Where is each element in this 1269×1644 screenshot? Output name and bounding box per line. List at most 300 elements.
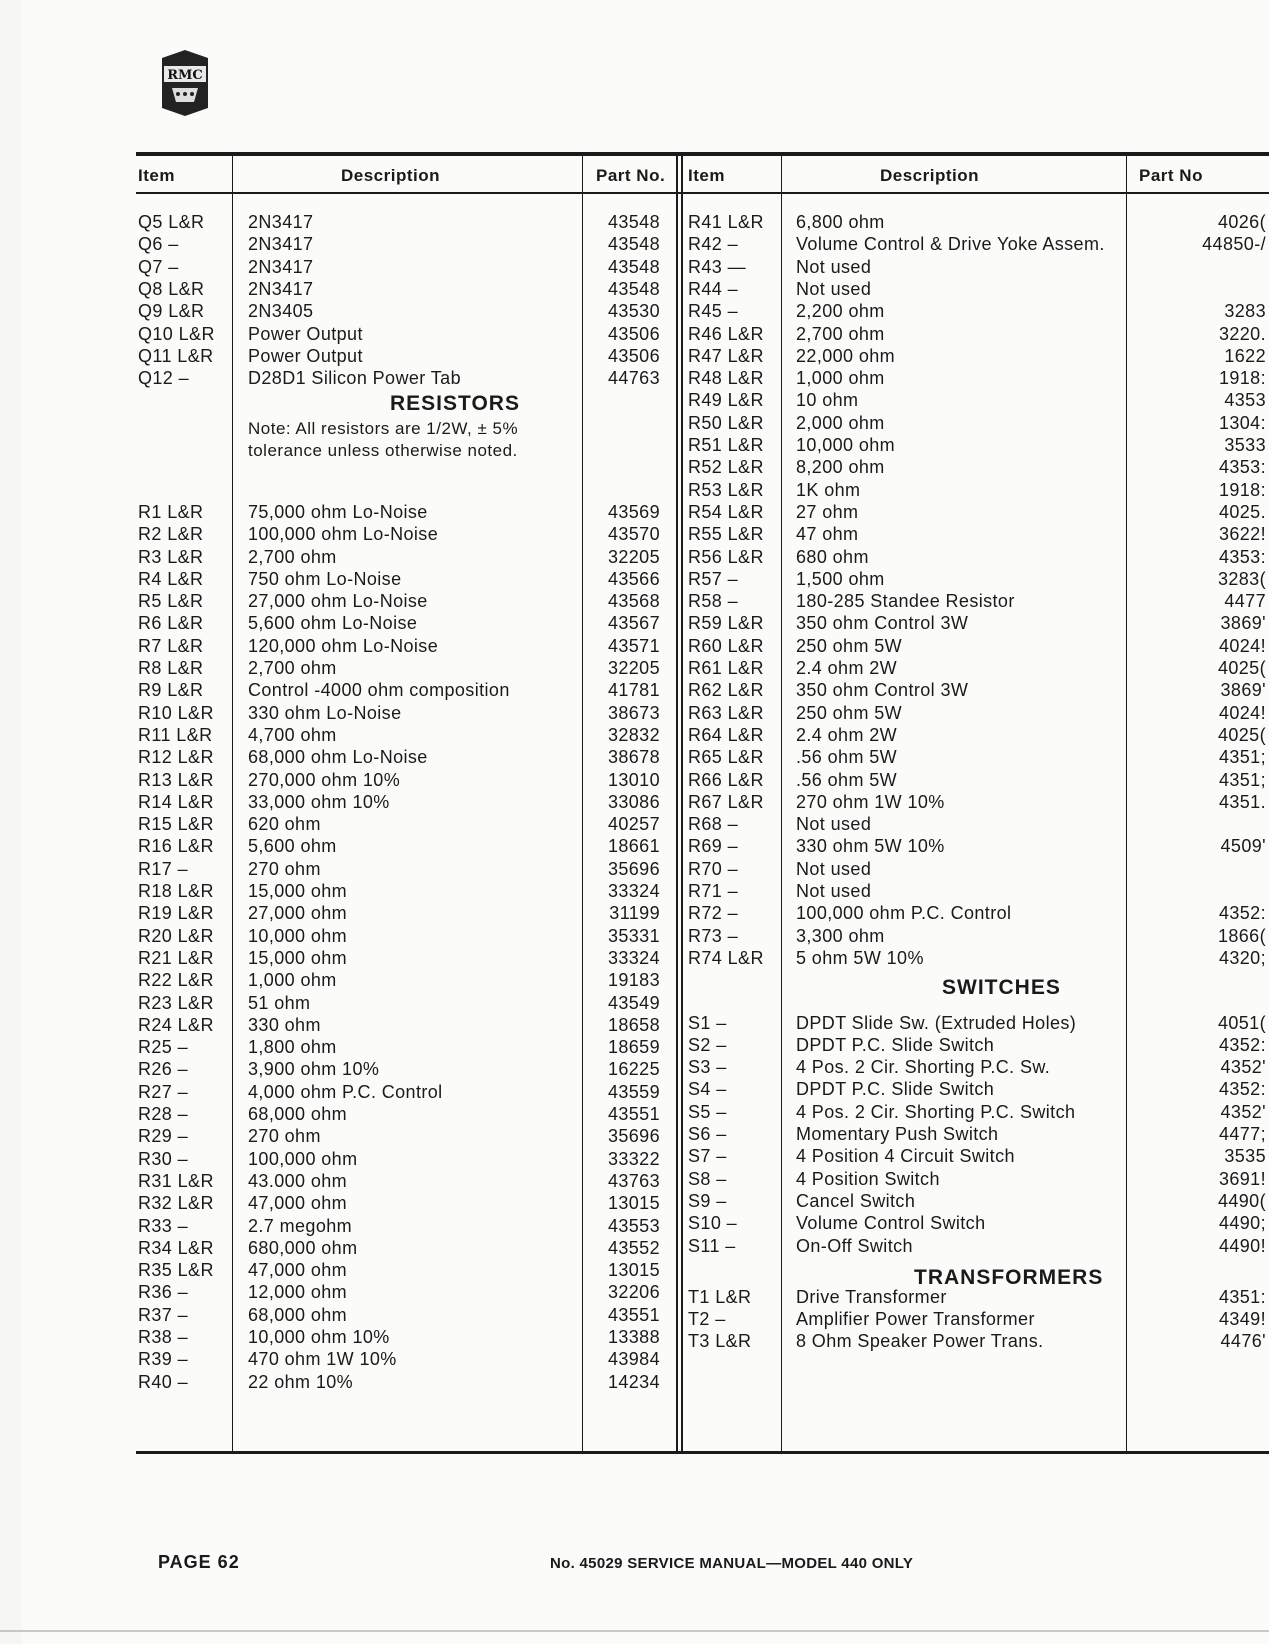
- item-code: R55 L&R: [688, 524, 764, 545]
- part-number: 4352': [1220, 1101, 1266, 1122]
- part-number: 4352:: [1218, 1034, 1266, 1055]
- item-code: R3 L&R: [138, 546, 204, 567]
- part-number: [1121, 859, 1266, 882]
- item-description: 350 ohm Control 3W: [796, 613, 969, 634]
- part-number: 38673: [607, 702, 660, 723]
- item-description: 1K ohm: [796, 479, 861, 500]
- item-code: Q5 L&R: [138, 212, 205, 232]
- item-code: S1 –: [688, 1012, 727, 1033]
- item-description: 15,000 ohm: [248, 947, 348, 968]
- part-number: 4026(: [1217, 212, 1266, 232]
- part-number: 13388: [607, 1327, 660, 1347]
- item-code: T1 L&R: [688, 1286, 752, 1307]
- item-code: Q10 L&R: [138, 323, 215, 344]
- part-number: 40257: [607, 814, 660, 835]
- item-code: R43 —: [688, 256, 747, 277]
- part-number: 32206: [607, 1282, 660, 1303]
- item-code: Q12 –: [138, 368, 190, 389]
- item-code: R18 L&R: [138, 881, 214, 901]
- part-number: 1304:: [1218, 412, 1266, 433]
- item-description: 4,000 ohm P.C. Control: [248, 1081, 443, 1102]
- item-description: 2,700 ohm: [248, 658, 337, 678]
- part-number: 4351:: [1218, 1286, 1266, 1307]
- item-description: Power Output: [248, 345, 363, 366]
- item-code: R63 L&R: [688, 702, 764, 723]
- part-number: 43570: [607, 524, 660, 545]
- column-divider: [676, 156, 678, 1452]
- part-number: 44850-/: [1202, 234, 1266, 255]
- item-description: 2N3417: [248, 278, 314, 299]
- section-title-resistors: RESISTORS: [390, 392, 520, 416]
- section-title-switches: SWITCHES: [942, 976, 1061, 1000]
- item-description: 47,000 ohm: [248, 1193, 348, 1214]
- item-description: 4,700 ohm: [248, 724, 337, 745]
- item-description: Cancel Switch: [796, 1190, 916, 1211]
- item-code: R30 –: [138, 1148, 189, 1169]
- part-number: 43559: [607, 1081, 660, 1102]
- item-code: R71 –: [688, 881, 739, 901]
- item-code: R29 –: [138, 1126, 189, 1147]
- item-code: R9 L&R: [138, 680, 204, 701]
- item-description: Not used: [796, 858, 872, 879]
- item-description: 330 ohm: [248, 1014, 321, 1035]
- item-code: Q7 –: [138, 256, 179, 277]
- section-title-transformers: TRANSFORMERS: [914, 1266, 1104, 1290]
- item-code: R6 L&R: [138, 613, 204, 634]
- item-code: R35 L&R: [138, 1260, 214, 1281]
- part-number: 4352:: [1218, 1079, 1266, 1100]
- manual-title: No. 45029 SERVICE MANUAL—MODEL 440 ONLY: [550, 1555, 914, 1572]
- part-number: 19183: [607, 970, 660, 991]
- item-description: 2N3417: [248, 234, 314, 255]
- item-description: 1,800 ohm: [248, 1037, 337, 1058]
- item-description: 27 ohm: [796, 501, 859, 522]
- part-number: 43506: [607, 323, 660, 344]
- item-description: 330 ohm Lo-Noise: [248, 702, 402, 723]
- item-description: On-Off Switch: [796, 1235, 913, 1256]
- item-description: 10 ohm: [796, 390, 859, 411]
- part-number: 3533: [1224, 435, 1266, 455]
- item-description: 1,000 ohm: [248, 970, 337, 991]
- table-bottom-rule: [136, 1451, 1269, 1454]
- item-description: 1,000 ohm: [796, 368, 885, 389]
- item-description: Not used: [796, 881, 872, 901]
- part-number: 4320;: [1218, 947, 1266, 968]
- item-code: R16 L&R: [138, 836, 214, 857]
- item-code: R23 L&R: [138, 992, 214, 1013]
- item-code: R24 L&R: [138, 1014, 214, 1035]
- item-description: 250 ohm 5W: [796, 635, 903, 656]
- item-description: 1,500 ohm: [796, 568, 885, 589]
- item-code: R5 L&R: [138, 591, 204, 612]
- item-code: R56 L&R: [688, 546, 764, 567]
- part-number: 4353: [1224, 390, 1266, 411]
- part-number: 43551: [607, 1304, 660, 1325]
- item-description: 270 ohm: [248, 858, 321, 879]
- item-code: R57 –: [688, 568, 739, 589]
- item-description: 2,700 ohm: [796, 323, 885, 344]
- item-description: DPDT P.C. Slide Switch: [796, 1034, 995, 1055]
- part-number: 43553: [607, 1215, 660, 1236]
- part-number: 4024!: [1218, 635, 1266, 656]
- item-code: R58 –: [688, 591, 739, 612]
- item-code: S6 –: [688, 1124, 727, 1145]
- item-code: R36 –: [138, 1282, 189, 1303]
- part-number: 18658: [607, 1014, 660, 1035]
- item-code: R68 –: [688, 814, 739, 835]
- item-code: Q11 L&R: [138, 345, 214, 366]
- part-number: 4477: [1224, 591, 1266, 612]
- part-number: 43548: [607, 278, 660, 299]
- item-code: R61 L&R: [688, 658, 764, 678]
- item-description: DPDT Slide Sw. (Extruded Holes): [796, 1012, 1077, 1033]
- item-code: R41 L&R: [688, 212, 764, 232]
- part-number: 35696: [607, 1126, 660, 1147]
- item-code: R19 L&R: [138, 903, 214, 924]
- part-number: 32205: [607, 658, 660, 678]
- item-description: 3,900 ohm 10%: [248, 1059, 380, 1080]
- item-description: 22 ohm 10%: [248, 1371, 354, 1392]
- item-code: R54 L&R: [688, 501, 764, 522]
- item-description: 4 Pos. 2 Cir. Shorting P.C. Switch: [796, 1101, 1076, 1122]
- item-code: R13 L&R: [138, 769, 214, 790]
- item-description: 15,000 ohm: [248, 881, 348, 901]
- item-code: Q9 L&R: [138, 301, 205, 322]
- item-code: R65 L&R: [688, 747, 764, 768]
- header-part-no-right: Part No: [1139, 166, 1203, 185]
- item-description: 8 Ohm Speaker Power Trans.: [796, 1331, 1044, 1352]
- item-code: R14 L&R: [138, 791, 214, 812]
- item-description: 3,300 ohm: [796, 925, 885, 946]
- item-code: R45 –: [688, 301, 739, 322]
- header-item-right: Item: [688, 166, 725, 185]
- item-code: R10 L&R: [138, 702, 214, 723]
- item-code: R69 –: [688, 836, 739, 857]
- item-code: R1 L&R: [138, 501, 204, 522]
- table-top-rule: [136, 152, 1269, 156]
- item-code: R21 L&R: [138, 947, 214, 968]
- item-description: 2,700 ohm: [248, 546, 337, 567]
- part-number: 3283: [1224, 301, 1266, 322]
- part-number: 44763: [607, 368, 660, 389]
- part-number: 4351.: [1218, 791, 1266, 812]
- item-description: 10,000 ohm 10%: [248, 1327, 390, 1347]
- item-code: S3 –: [688, 1057, 727, 1078]
- part-number: [1121, 279, 1266, 302]
- item-code: R11 L&R: [138, 724, 213, 745]
- part-number: 4490;: [1218, 1213, 1266, 1234]
- item-description: 750 ohm Lo-Noise: [248, 568, 402, 589]
- item-code: Q8 L&R: [138, 278, 205, 299]
- item-code: R48 L&R: [688, 368, 764, 389]
- item-description: 470 ohm 1W 10%: [248, 1349, 397, 1370]
- page-number: PAGE 62: [158, 1552, 240, 1572]
- part-number: 32832: [607, 724, 660, 745]
- part-number: [1121, 881, 1266, 904]
- item-code: R37 –: [138, 1304, 189, 1325]
- item-code: Q6 –: [138, 234, 179, 255]
- item-description: 2.4 ohm 2W: [796, 658, 898, 678]
- item-code: R39 –: [138, 1349, 189, 1370]
- part-number: 43530: [607, 301, 660, 322]
- part-number: 38678: [607, 747, 660, 768]
- item-description: DPDT P.C. Slide Switch: [796, 1079, 995, 1100]
- item-description: Momentary Push Switch: [796, 1124, 999, 1145]
- item-description: 68,000 ohm: [248, 1304, 348, 1325]
- part-number: 41781: [607, 680, 660, 701]
- item-code: R12 L&R: [138, 747, 214, 768]
- item-code: S10 –: [688, 1213, 738, 1234]
- item-code: R34 L&R: [138, 1237, 214, 1258]
- part-number: 43571: [607, 635, 660, 656]
- part-number: 4051(: [1217, 1012, 1266, 1033]
- part-number: 13010: [607, 769, 660, 790]
- item-description: 120,000 ohm Lo-Noise: [248, 635, 439, 656]
- part-number: 43984: [607, 1349, 660, 1370]
- part-number: 1622: [1224, 345, 1266, 366]
- part-number: 43763: [607, 1170, 660, 1191]
- header-part-no-left: Part No.: [596, 166, 666, 185]
- item-description: 2,000 ohm: [796, 412, 885, 433]
- item-description: .56 ohm 5W: [796, 747, 898, 768]
- item-description: 5,600 ohm Lo-Noise: [248, 613, 418, 634]
- item-code: R70 –: [688, 858, 739, 879]
- item-description: 33,000 ohm 10%: [248, 791, 390, 812]
- part-number: 18661: [607, 836, 660, 857]
- item-code: R28 –: [138, 1104, 189, 1124]
- item-description: 22,000 ohm: [796, 345, 896, 366]
- item-code: R72 –: [688, 903, 739, 924]
- part-number: 4025(: [1217, 658, 1266, 678]
- item-code: R17 –: [138, 858, 189, 879]
- part-number: 33324: [607, 881, 660, 901]
- item-description: Amplifier Power Transformer: [796, 1309, 1035, 1330]
- part-number: [1121, 814, 1266, 837]
- part-number: 13015: [607, 1193, 660, 1214]
- column-divider: [781, 156, 782, 1452]
- item-description: 270 ohm: [248, 1126, 321, 1147]
- part-number: 4353:: [1218, 457, 1266, 478]
- part-number: 31199: [609, 903, 660, 924]
- item-description: Drive Transformer: [796, 1286, 947, 1307]
- part-number: 1918:: [1218, 479, 1266, 500]
- logo-text: RMC: [167, 68, 203, 83]
- item-code: R4 L&R: [138, 568, 204, 589]
- item-description: Volume Control Switch: [796, 1213, 986, 1234]
- part-number: 4025(: [1217, 724, 1266, 745]
- item-description: 10,000 ohm: [796, 435, 896, 455]
- item-code: S5 –: [688, 1101, 727, 1122]
- part-number: 4025.: [1218, 501, 1266, 522]
- item-description: 75,000 ohm Lo-Noise: [248, 501, 428, 522]
- item-code: R49 L&R: [688, 390, 764, 411]
- part-number: 4352': [1220, 1057, 1266, 1078]
- item-code: R46 L&R: [688, 323, 764, 344]
- item-code: R64 L&R: [688, 724, 764, 745]
- part-number: 4024!: [1218, 702, 1266, 723]
- item-description: 4 Position 4 Circuit Switch: [796, 1146, 1015, 1167]
- item-description: 10,000 ohm: [248, 925, 348, 946]
- item-description: 5,600 ohm: [248, 836, 337, 857]
- item-code: R38 –: [138, 1327, 189, 1347]
- item-description: 680 ohm: [796, 546, 869, 567]
- item-description: 68,000 ohm Lo-Noise: [248, 747, 428, 768]
- item-description: 100,000 ohm P.C. Control: [796, 903, 1012, 924]
- item-code: R2 L&R: [138, 524, 204, 545]
- item-code: R52 L&R: [688, 457, 764, 478]
- part-number: 33324: [607, 947, 660, 968]
- item-description: 2N3417: [248, 212, 314, 232]
- item-code: R66 L&R: [688, 769, 764, 790]
- resistor-note: Note: All resistors are 1/2W, ± 5%: [248, 418, 519, 438]
- item-code: T2 –: [688, 1309, 726, 1330]
- resistor-note: tolerance unless otherwise noted.: [248, 441, 518, 460]
- item-code: R8 L&R: [138, 658, 204, 678]
- item-code: R33 –: [138, 1215, 189, 1236]
- item-code: R73 –: [688, 925, 739, 946]
- parts-table: [136, 152, 1269, 1456]
- part-number: 3220.: [1218, 323, 1266, 344]
- part-number: 43548: [607, 212, 660, 232]
- part-number: 3535: [1224, 1146, 1266, 1167]
- item-description: 680,000 ohm: [248, 1237, 358, 1258]
- header-description-left: Description: [341, 166, 441, 185]
- part-number: 4477;: [1218, 1124, 1266, 1145]
- item-description: 51 ohm: [248, 992, 311, 1013]
- item-code: R74 L&R: [688, 947, 764, 968]
- item-description: 27,000 ohm Lo-Noise: [248, 591, 428, 612]
- item-description: 27,000 ohm: [248, 903, 348, 924]
- part-number: 1918:: [1218, 368, 1266, 389]
- part-number: 3691!: [1218, 1168, 1266, 1189]
- part-number: 4490!: [1218, 1235, 1266, 1256]
- part-number: 43568: [607, 591, 660, 612]
- item-code: R20 L&R: [138, 925, 214, 946]
- column-divider: [681, 156, 683, 1452]
- item-code: R44 –: [688, 278, 739, 299]
- item-description: 4 Pos. 2 Cir. Shorting P.C. Sw.: [796, 1057, 1051, 1078]
- part-number: 13015: [607, 1260, 660, 1281]
- item-description: Control -4000 ohm composition: [248, 680, 510, 701]
- part-number: 3869': [1220, 680, 1266, 701]
- item-description: Not used: [796, 814, 872, 835]
- part-number: 43552: [607, 1237, 660, 1258]
- part-number: 43567: [607, 613, 660, 634]
- item-description: 270 ohm 1W 10%: [796, 791, 945, 812]
- item-description: 350 ohm Control 3W: [796, 680, 969, 701]
- item-description: 2N3417: [248, 256, 314, 277]
- item-code: R15 L&R: [138, 814, 214, 835]
- item-description: 100,000 ohm: [248, 1148, 358, 1169]
- part-number: 16225: [607, 1059, 660, 1080]
- part-number: 43549: [607, 992, 660, 1013]
- item-description: 5 ohm 5W 10%: [796, 947, 924, 968]
- part-number: 43548: [607, 256, 660, 277]
- item-description: 2,200 ohm: [796, 301, 885, 322]
- item-code: R42 –: [688, 234, 739, 255]
- part-number: 14234: [607, 1371, 660, 1392]
- item-code: R60 L&R: [688, 635, 764, 656]
- item-description: 620 ohm: [248, 814, 321, 835]
- part-number: 33086: [607, 791, 660, 812]
- header-description-right: Description: [880, 166, 980, 185]
- part-number: 1866(: [1217, 925, 1266, 946]
- item-code: S4 –: [688, 1079, 727, 1100]
- item-description: 68,000 ohm: [248, 1104, 348, 1124]
- part-number: 3869': [1220, 613, 1266, 634]
- table-header-rule: [136, 192, 1269, 194]
- item-code: R27 –: [138, 1081, 189, 1102]
- part-number: 4352:: [1218, 903, 1266, 924]
- item-code: R40 –: [138, 1371, 189, 1392]
- item-code: R47 L&R: [688, 345, 764, 366]
- part-number: 43569: [607, 501, 660, 522]
- item-description: 47 ohm: [796, 524, 859, 545]
- item-description: 100,000 ohm Lo-Noise: [248, 524, 439, 545]
- part-number: 43548: [607, 234, 660, 255]
- item-description: 12,000 ohm: [248, 1282, 348, 1303]
- item-description: 180-285 Standee Resistor: [796, 591, 1015, 612]
- part-number: 4509': [1220, 836, 1266, 857]
- item-code: S9 –: [688, 1190, 727, 1211]
- item-code: S8 –: [688, 1168, 727, 1189]
- part-number: 33322: [607, 1148, 660, 1169]
- column-divider: [232, 156, 233, 1452]
- part-number: 35331: [607, 925, 660, 946]
- item-description: 43.000 ohm: [248, 1170, 348, 1191]
- item-description: Not used: [796, 278, 872, 299]
- item-description: D28D1 Silicon Power Tab: [248, 368, 461, 389]
- item-description: 270,000 ohm 10%: [248, 769, 401, 790]
- item-description: 250 ohm 5W: [796, 702, 903, 723]
- item-description: 2.7 megohm: [248, 1215, 353, 1236]
- part-number: 18659: [607, 1037, 660, 1058]
- item-description: 6,800 ohm: [796, 212, 885, 232]
- part-number: 4353:: [1218, 546, 1266, 567]
- item-description: 4 Position Switch: [796, 1168, 940, 1189]
- item-code: R50 L&R: [688, 412, 764, 433]
- item-description: .56 ohm 5W: [796, 769, 898, 790]
- item-code: R22 L&R: [138, 970, 214, 991]
- item-code: R7 L&R: [138, 635, 204, 656]
- item-code: R51 L&R: [688, 435, 764, 455]
- part-number: 43506: [607, 345, 660, 366]
- page-edge: [0, 1630, 1269, 1632]
- item-code: S7 –: [688, 1146, 727, 1167]
- part-number: 35696: [607, 858, 660, 879]
- rmc-logo: [158, 48, 212, 118]
- part-number: 32205: [607, 546, 660, 567]
- item-description: 47,000 ohm: [248, 1260, 348, 1281]
- part-number: 4476': [1220, 1331, 1266, 1352]
- part-number: 3283(: [1217, 568, 1266, 589]
- item-code: S2 –: [688, 1034, 727, 1055]
- part-number: 4351;: [1218, 747, 1266, 768]
- header-item-left: Item: [138, 166, 175, 185]
- item-description: 330 ohm 5W 10%: [796, 836, 945, 857]
- item-code: R25 –: [138, 1037, 189, 1058]
- item-description: Not used: [796, 256, 872, 277]
- item-code: R26 –: [138, 1059, 189, 1080]
- item-code: R59 L&R: [688, 613, 764, 634]
- part-number: 43551: [607, 1104, 660, 1124]
- item-code: R53 L&R: [688, 479, 764, 500]
- item-code: R62 L&R: [688, 680, 764, 701]
- item-code: T3 L&R: [688, 1331, 752, 1352]
- item-code: R31 L&R: [138, 1170, 214, 1191]
- item-code: S11 –: [688, 1235, 736, 1256]
- part-number: 43566: [607, 568, 660, 589]
